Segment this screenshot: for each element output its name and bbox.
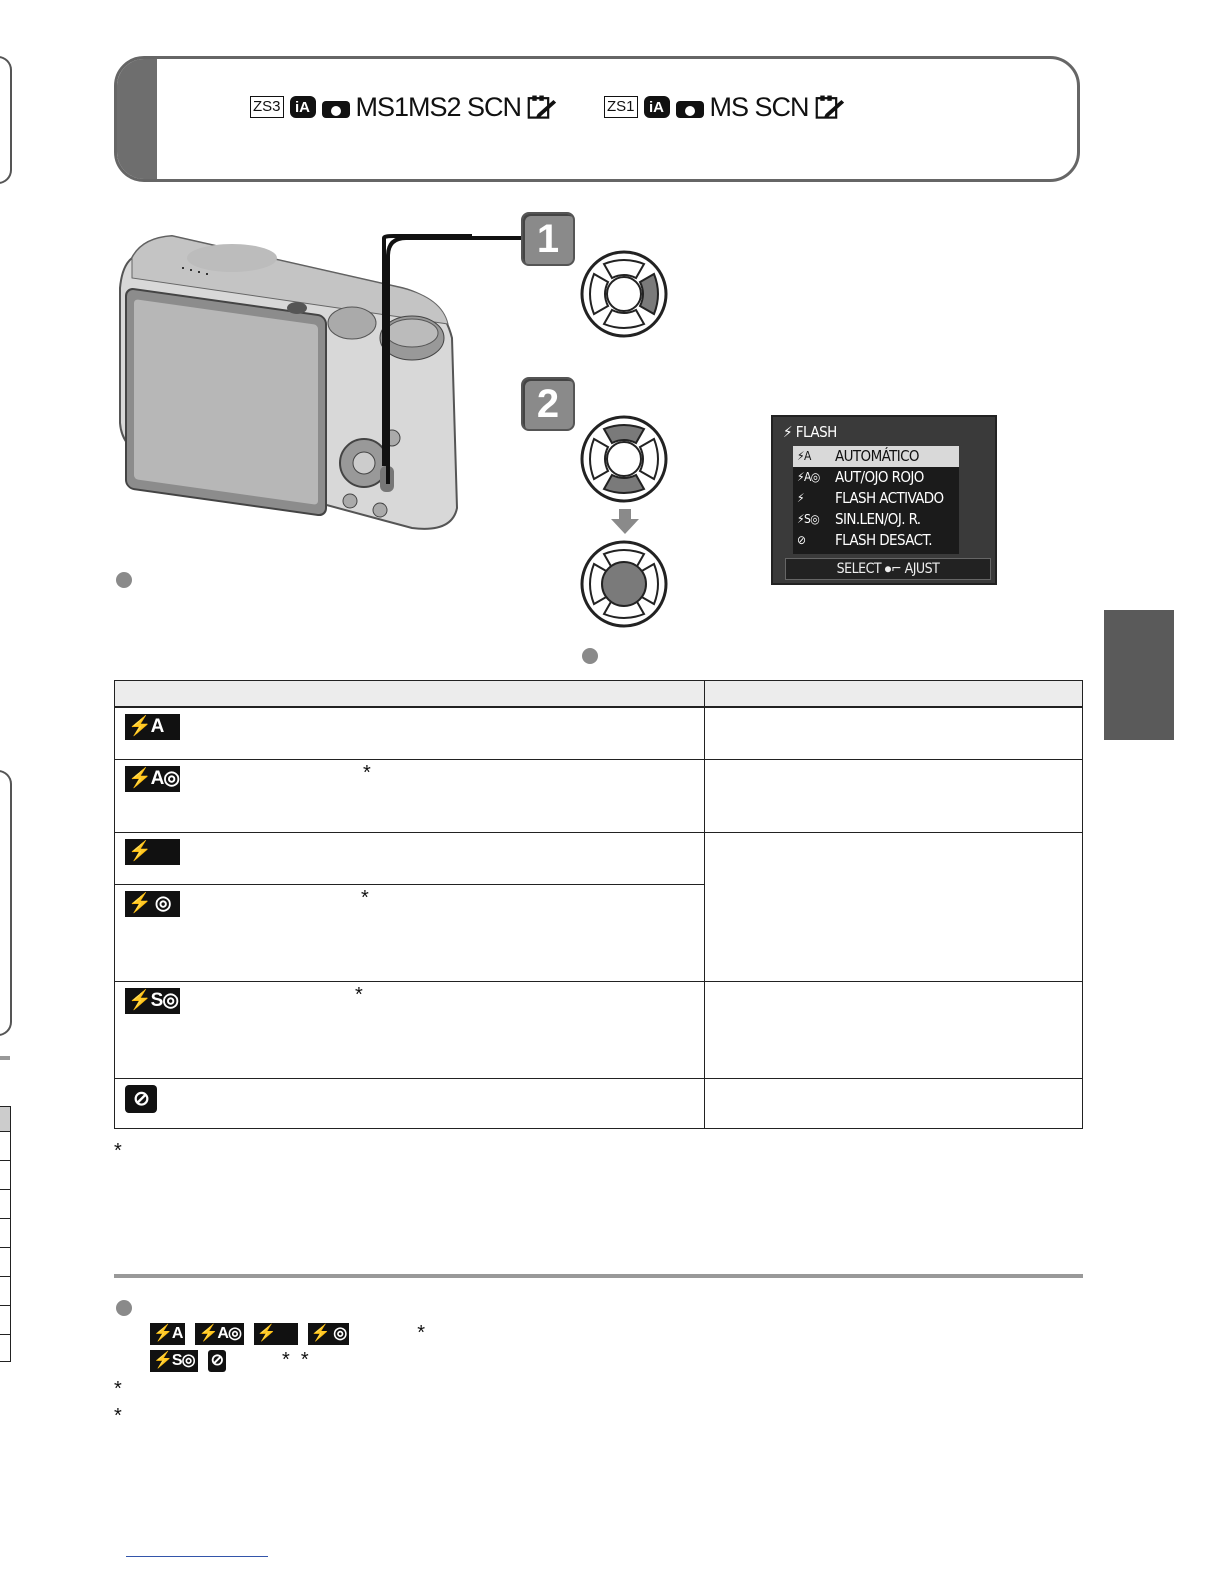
camera-icon: [322, 96, 350, 118]
flash-auto-red-eye-icon: ⚡A◎: [125, 766, 180, 792]
header-tab: [117, 59, 157, 179]
step-1-badge: 1: [521, 212, 575, 266]
left-page-table: [0, 1106, 11, 1362]
step-2-badge: 2: [521, 377, 575, 431]
callout-line: [380, 236, 530, 486]
flash-mode-table: [114, 680, 1083, 1130]
flash-off-icon: ⊘: [208, 1350, 226, 1372]
down-arrow-icon: [610, 509, 640, 535]
lcd-footer: SELECT ⦁⌐ AJUST: [785, 558, 991, 580]
zs3-mode-labels: MS1MS2 SCN: [355, 91, 522, 122]
flash-forced-on-icon: ⚡: [254, 1323, 298, 1345]
zs1-mode-labels: MS SCN: [709, 91, 809, 122]
cursor-pad-center: [580, 540, 668, 628]
footnote-star: *: [114, 1405, 122, 1427]
bullet-icon: [116, 1300, 132, 1316]
footnote-star: *: [363, 761, 371, 784]
left-page-bracket: [0, 770, 12, 1036]
table-row: [115, 707, 705, 759]
section-divider: [114, 1274, 1083, 1278]
clipboard-icon: [815, 94, 845, 120]
lcd-title: ⚡ FLASH: [783, 423, 837, 441]
table-cell: [705, 759, 1083, 832]
bullet-icon: [582, 648, 598, 664]
flash-menu-screen: [771, 415, 997, 585]
footnote-stars: * *: [281, 1349, 309, 1371]
left-page-bracket: [0, 56, 12, 184]
menu-item-slow-sync[interactable]: ⚡S◎ SIN.LEN/OJ. R.: [797, 510, 921, 528]
notes-row-2: [150, 1349, 309, 1372]
zs1-modes: [604, 92, 845, 122]
cursor-pad-right: [580, 250, 668, 338]
page-link-underline[interactable]: [126, 1556, 268, 1557]
footnote-star: *: [114, 1140, 122, 1162]
ia-icon: iA: [644, 96, 670, 118]
table-header-cell: [705, 681, 1083, 708]
zs3-modes: [250, 92, 557, 122]
flash-off-icon: ⊘: [125, 1085, 157, 1113]
table-cell: [705, 707, 1083, 759]
section-side-tab: [1104, 610, 1174, 740]
menu-item-auto[interactable]: ⚡A AUTOMÁTICO: [793, 446, 959, 467]
menu-item-auto-red-eye[interactable]: ⚡A◎ AUT/OJO ROJO: [797, 468, 924, 486]
footnote-star: *: [355, 983, 363, 1006]
clipboard-icon: [527, 94, 557, 120]
table-row: [115, 759, 705, 832]
flash-auto-red-eye-icon: ⚡A◎: [195, 1323, 243, 1345]
camera-icon: [676, 96, 704, 118]
footnote-star: *: [114, 1378, 122, 1400]
notes-row-1: [150, 1322, 425, 1345]
flash-auto-icon: ⚡A: [125, 714, 180, 740]
menu-item-forced-off[interactable]: ⊘ FLASH DESACT.: [797, 531, 932, 549]
table-row: [115, 832, 705, 884]
footnote-star: *: [361, 886, 369, 909]
zs3-tag: ZS3: [250, 96, 284, 118]
flash-forced-on-red-eye-icon: ⚡ ◎: [125, 891, 180, 917]
flash-slow-sync-icon: ⚡S◎: [150, 1350, 198, 1372]
table-header-cell: [115, 681, 705, 708]
table-cell: [705, 1078, 1083, 1128]
footnote-star: *: [417, 1322, 426, 1344]
ia-icon: iA: [290, 96, 316, 118]
flash-forced-on-icon: ⚡: [125, 839, 180, 865]
left-page-rule: [0, 1056, 10, 1060]
table-row: [115, 1078, 705, 1128]
table-row: [115, 981, 705, 1078]
cursor-pad-up-down: [580, 415, 668, 503]
flash-forced-on-red-eye-icon: ⚡ ◎: [308, 1323, 349, 1345]
flash-menu-list: [793, 446, 959, 554]
flash-auto-icon: ⚡A: [150, 1323, 185, 1345]
flash-slow-sync-icon: ⚡S◎: [125, 988, 180, 1014]
table-cell: [705, 832, 1083, 981]
table-row: [115, 884, 705, 981]
menu-item-forced-on[interactable]: ⚡ FLASH ACTIVADO: [797, 489, 944, 507]
zs1-tag: ZS1: [604, 96, 638, 118]
bullet-icon: [116, 572, 132, 588]
table-cell: [705, 981, 1083, 1078]
